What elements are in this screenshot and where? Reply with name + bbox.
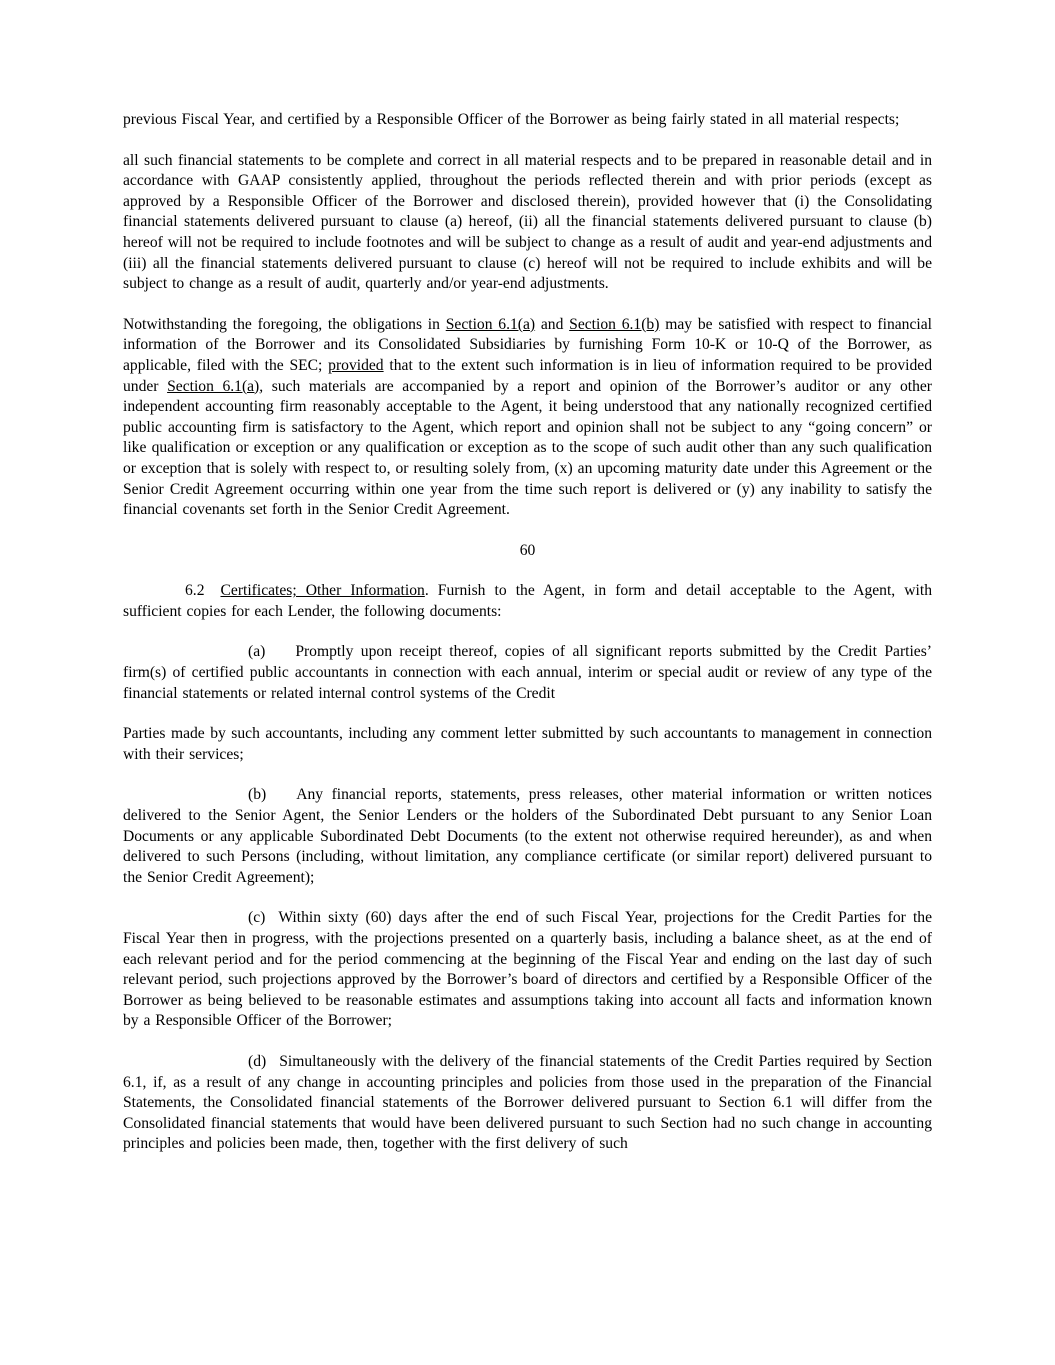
- text-run: (b): [248, 786, 267, 804]
- item-c: [123, 908, 932, 1032]
- underlined-text: Certificates; Other Information: [220, 582, 425, 600]
- text-run: Within sixty (60) days after the end of such Fiscal Year, projections for the Credit Parties for the Fiscal Year then in progress, with the projections presented on a quarterly basis, including a balance sheet, as at the end of each relevant period and for the period commencing at the beginning of the Fiscal Year and ending on the last day of such relevant period, such projections approved by the Borrower’s board of directors and certified by a Responsible Officer of the Borrower as being believed to be reasonable estimates and assumptions taking into account all facts and information known by a Responsible Officer of the Borrower;: [123, 909, 932, 1030]
- text-run: and: [535, 315, 570, 333]
- item-d: [123, 1052, 932, 1155]
- paragraph-notwithstanding: [123, 315, 932, 521]
- paragraph-financial-statements: [123, 151, 932, 295]
- underlined-text: Section 6.1(a): [445, 315, 536, 333]
- item-a: [123, 642, 932, 704]
- text-run: Parties made by such accountants, including any comment letter submitted by such accountants to management in connection with their services;: [123, 725, 932, 763]
- text-run: Simultaneously with the delivery of the financial statements of the Credit Parties required by Section 6.1, if, as a result of any change in accounting principles and policies from those used in the preparation of the Financial Statements, the Consolidated financial statements of the Borrower delivered pursuant to Section 6.1 will differ from the Consolidated financial statements that would have been delivered pursuant to such Section had no such change in accounting principles and policies been made, then, together with the first delivery of such: [123, 1052, 932, 1153]
- item-b: [123, 785, 932, 888]
- text-run: may be satisfied with respect to financial information of the Borrower and its Consolidated Subsidiaries by furnishing Form 10-K or 10-Q of the Borrower, as applicable, filed with the SEC;: [123, 315, 932, 374]
- section-6-2-heading: [123, 581, 932, 622]
- underlined-text: provided: [328, 356, 384, 374]
- paragraph-continuation: [123, 110, 932, 131]
- text-run: (d): [248, 1052, 267, 1070]
- underlined-text: Section 6.1(b): [569, 315, 660, 333]
- page-number: [123, 541, 932, 562]
- text-run: (c): [248, 909, 266, 927]
- text-run: previous Fiscal Year, and certified by a Responsible Officer of the Borrower as being fairly stated in all material respects;: [123, 111, 900, 128]
- text-run: Promptly upon receipt thereof, copies of all significant reports submitted by the Credit Parties’ firm(s) of certified public accountants in connection with each annual, interim or special audit or review of any type of the financial statements or related internal control systems of the Credit: [123, 643, 932, 702]
- text-run: 60: [519, 541, 536, 559]
- underlined-text: Section 6.1(a): [167, 377, 260, 395]
- text-run: . Furnish to the Agent, in form and detail acceptable to the Agent, with sufficient copies for each Lender, the following documents:: [123, 582, 932, 620]
- text-run: 6.2: [185, 582, 205, 600]
- text-run: , such materials are accompanied by a report and opinion of the Borrower’s auditor or any other independent accounting firm reasonably acceptable to the Agent, it being understood that any nationally recognized certified public accounting firm is satisfactory to the Agent, which report and opinion shall not be subject to any “going concern” or like qualification or exception or any qualification or exception as to the scope of such audit other than any such qualification or exception that is solely with respect to, or resulting solely from, (x) an upcoming maturity date under this Agreement or the Senior Credit Agreement occurring within one year from the time such report is delivered or (y) any inability to satisfy the financial covenants set forth in the Senior Credit Agreement.: [123, 377, 932, 519]
- text-run: Notwithstanding the foregoing, the obligations in: [123, 315, 446, 333]
- text-run: Any financial reports, statements, press releases, other material information or written notices delivered to the Senior Agent, the Senior Lenders or the holders of the Subordinated Debt pursuant to any Senior Loan Documents or any applicable Subordinated Debt Documents (to the extent not otherwise required hereunder), as and when delivered to such Persons (including, without limitation, any compliance certificate (or similar report) delivered pursuant to the Senior Credit Agreement);: [123, 786, 932, 886]
- text-run: all such financial statements to be complete and correct in all material respects and to be prepared in reasonable detail and in accordance with GAAP consistently applied, throughout the periods reflected therein and with prior periods (except as approved by a Responsible Officer of the Borrower and disclosed therein), provided however that (i) the Consolidating financial statements delivered pursuant to clause (a) hereof, (ii) all the financial statements delivered pursuant to clause (b) hereof will not be required to include footnotes and will be subject to change as a result of audit and year-end adjustments and (iii) all the financial statements delivered pursuant to clause (c) hereof will not be required to include exhibits and will be subject to change as a result of audit, quarterly and/or year-end adjustments.: [123, 151, 932, 293]
- text-run: that to the extent such information is in lieu of information required to be provided under: [123, 356, 932, 395]
- text-run: (a): [248, 643, 266, 661]
- paragraph-item-a-continuation: [123, 724, 932, 765]
